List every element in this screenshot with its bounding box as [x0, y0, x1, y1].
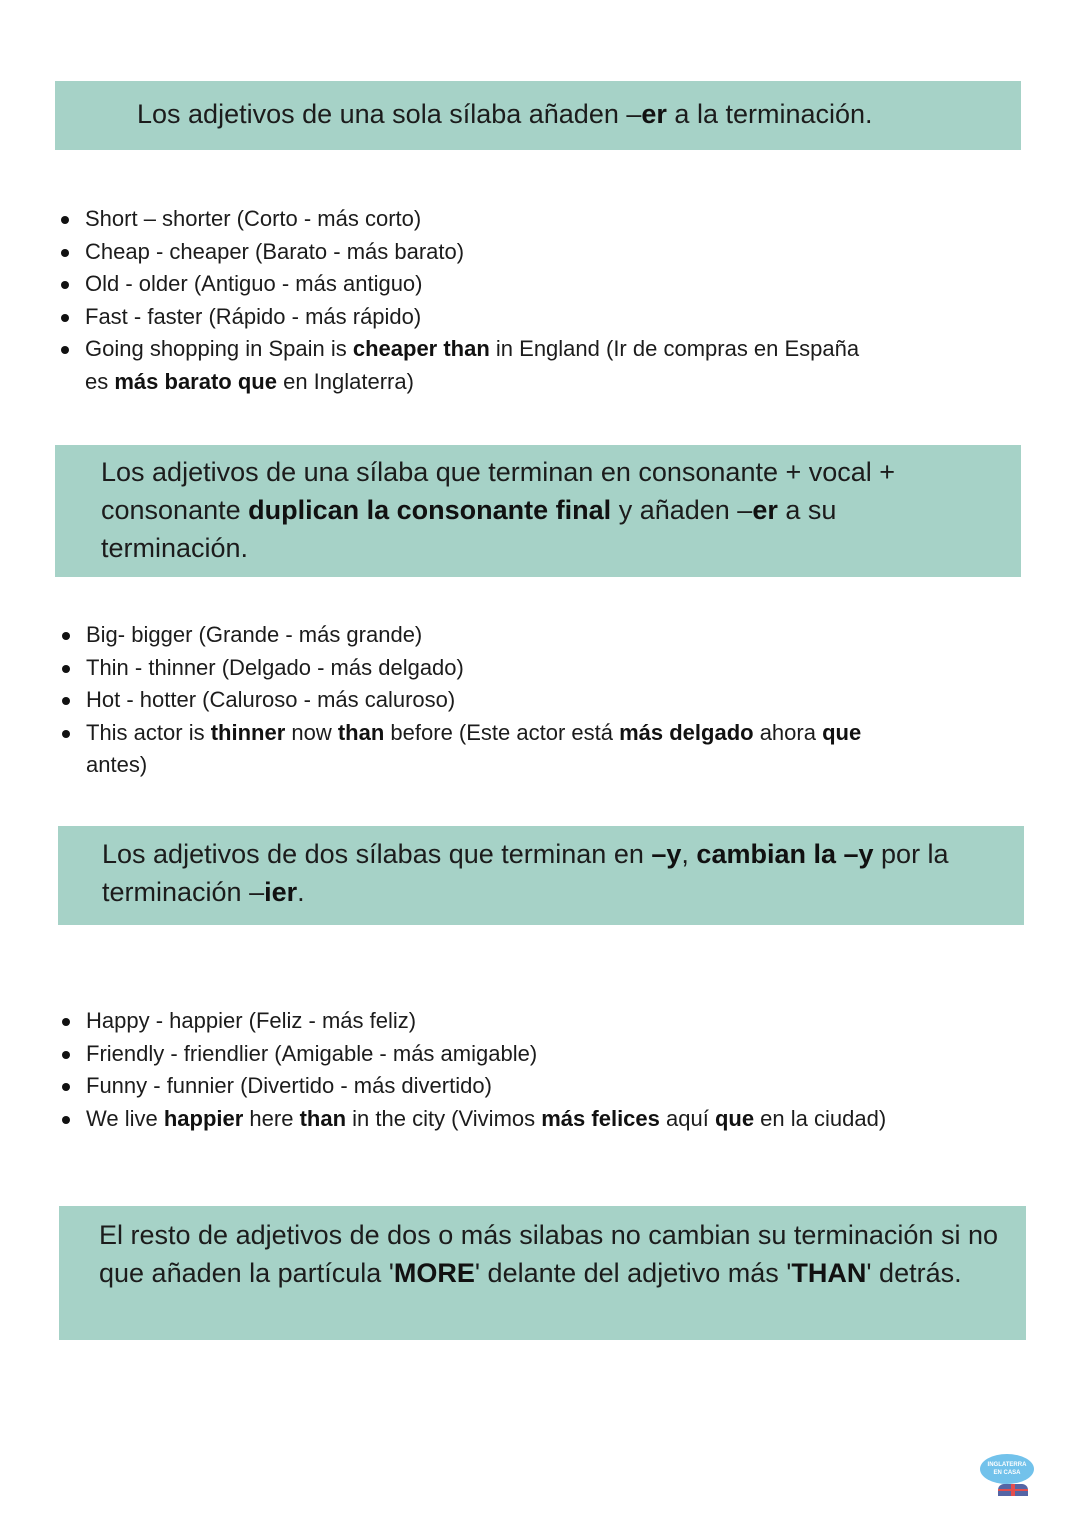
emphasis-text: más felices	[541, 1105, 660, 1131]
text-run: now	[285, 719, 338, 745]
speech-bubble-icon	[980, 1454, 1034, 1484]
emphasis-text: que	[714, 1105, 755, 1131]
example-item	[55, 236, 875, 269]
uk-flag-icon	[998, 1484, 1028, 1496]
emphasis-text: –y	[651, 839, 682, 869]
emphasis-text: than	[337, 719, 385, 745]
emphasis-text: que	[822, 719, 862, 745]
text-run: Los adjetivos de dos sílabas que terminan en	[102, 839, 652, 869]
example-item	[56, 717, 916, 782]
emphasis-text: cheaper than	[352, 336, 490, 362]
rule-box-2	[55, 445, 1021, 577]
examples-list-1	[55, 203, 875, 399]
example-item	[56, 1005, 1016, 1038]
rule-text	[102, 839, 949, 907]
text-run: a la terminación.	[666, 99, 873, 129]
emphasis-text: más barato que	[114, 368, 277, 394]
text-run: in England (Ir de compras en España es	[85, 336, 860, 394]
examples-list-2	[56, 619, 916, 782]
example-item	[56, 1103, 1016, 1136]
emphasis-text: er	[641, 99, 667, 129]
emphasis-text: ier	[264, 877, 298, 907]
emphasis-text: cambian la –y	[696, 839, 874, 869]
text-run: Cheap - cheaper (Barato - más barato)	[85, 238, 465, 264]
text-run: en Inglaterra)	[276, 368, 414, 394]
example-item	[56, 684, 916, 717]
text-run: El resto de adjetivos de dos o más silabas no cambian su terminación si no que añaden la partícula '	[99, 1220, 998, 1288]
text-run: en la ciudad)	[754, 1105, 887, 1131]
rule-text	[99, 1220, 998, 1288]
emphasis-text: than	[299, 1105, 347, 1131]
text-run: .	[297, 877, 305, 907]
inglaterra-en-casa-logo	[978, 1452, 1036, 1498]
emphasis-text: happier	[163, 1105, 244, 1131]
text-run: antes)	[86, 752, 148, 778]
text-run: Fast - faster (Rápido - más rápido)	[85, 303, 422, 329]
text-run: before (Este actor está	[384, 719, 620, 745]
example-item	[56, 1070, 1016, 1103]
text-run: Los adjetivos de una sílaba que terminan en consonante + vocal + consonante	[101, 457, 896, 525]
text-run: a su terminación.	[101, 495, 837, 563]
text-run: Los adjetivos de una sola sílaba añaden –	[137, 99, 642, 129]
example-item	[56, 619, 916, 652]
logo-line-1: INGLATERRA	[987, 1462, 1027, 1468]
example-item	[55, 301, 875, 334]
emphasis-text: más delgado	[619, 719, 754, 745]
text-run: We live	[86, 1105, 164, 1131]
rule-box-1	[55, 81, 1021, 150]
text-run: Thin - thinner (Delgado - más delgado)	[86, 654, 464, 680]
emphasis-text: duplican la consonante final	[248, 495, 612, 525]
emphasis-text: er	[752, 495, 778, 525]
examples-list-3	[56, 1005, 1016, 1135]
text-run: Friendly - friendlier (Amigable - más amigable)	[86, 1040, 538, 1066]
example-item	[55, 333, 875, 398]
text-run: here	[243, 1105, 300, 1131]
rule-text	[137, 99, 873, 129]
logo-line-2: EN CASA	[993, 1470, 1021, 1476]
text-run: Funny - funnier (Divertido - más divertido)	[86, 1073, 492, 1099]
text-run: ,	[681, 839, 697, 869]
emphasis-text: MORE	[393, 1258, 475, 1288]
text-run: Hot - hotter (Caluroso - más caluroso)	[86, 687, 456, 713]
example-item	[55, 203, 875, 236]
emphasis-text: THAN	[791, 1258, 867, 1288]
text-run: in the city (Vivimos	[346, 1105, 542, 1131]
text-run: Short – shorter (Corto - más corto)	[85, 206, 422, 231]
rule-box-4	[59, 1206, 1026, 1340]
text-run: Going shopping in Spain is	[85, 336, 353, 362]
text-run: por la terminación –	[102, 839, 949, 907]
text-run: ' detrás.	[866, 1258, 962, 1288]
emphasis-text: thinner	[210, 719, 286, 745]
text-run: ' delante del adjetivo más '	[474, 1258, 792, 1288]
text-run: ahora	[753, 719, 823, 745]
text-run: This actor is	[86, 719, 211, 745]
text-run: Happy - happier (Feliz - más feliz)	[86, 1008, 417, 1033]
text-run: aquí	[659, 1105, 715, 1131]
text-run: y añaden –	[611, 495, 753, 525]
rule-text	[101, 457, 895, 563]
example-item	[56, 1038, 1016, 1071]
example-item	[56, 652, 916, 685]
example-item	[55, 268, 875, 301]
text-run: Big- bigger (Grande - más grande)	[86, 622, 423, 647]
rule-box-3	[58, 826, 1024, 925]
text-run: Old - older (Antiguo - más antiguo)	[85, 271, 423, 297]
